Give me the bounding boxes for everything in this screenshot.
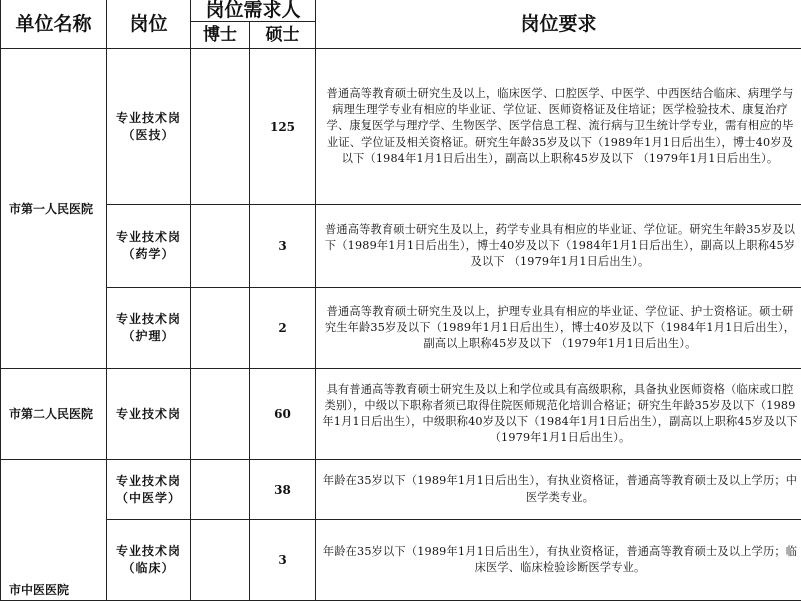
post-category: （临床） <box>107 560 190 577</box>
phd-count-cell <box>191 205 250 288</box>
requirement-cell: 普通高等教育硕士研究生及以上，临床医学、口腔医学、中医学、中西医结合临床、病理学与病理生理学专业有相应的毕业证、学位证、医师资格证及住培证；医学检验技术、康复治疗学、康复医学与理疗学、生物医学、医学信息工程、流行病与卫生统计学专业，需有相应的毕业证、学位证及相关资格证。研究生年龄35岁及以下（1989年1月1日后出生），博士40岁及以下（1984年1月1日后出生），副高以上职称45岁及以下 （1979年1月1日后出生）。 <box>316 49 801 205</box>
header-unit: 单位名称 <box>1 0 107 49</box>
header-requirement: 岗位要求 <box>316 0 801 49</box>
phd-count-cell <box>191 49 250 205</box>
post-category: （医技） <box>107 127 190 144</box>
master-count-cell: 38 <box>250 460 316 520</box>
table-row <box>1 205 801 288</box>
unit-name-cell: 市第二人民医院 <box>1 369 107 460</box>
post-cell <box>107 49 191 205</box>
requirement-cell: 年龄在35岁以下（1989年1月1日后出生），有执业资格证，普通高等教育硕士及以上学历；临床医学、临床检验诊断医学专业。 <box>316 520 801 601</box>
requirement-cell: 具有普通高等教育硕士研究生及以上和学位或具有高级职称，具备执业医师资格（临床或口腔类别），中级以下职称者须已取得住院医师规范化培训合格证；研究生年龄35岁及以下（1989年1月1日后出生），中级职称40岁及以下（1984年1月1日后出生），副高以上职称45岁及以下 （1979年1月1日后出生）。 <box>316 369 801 460</box>
post-cell <box>107 460 191 520</box>
master-count-cell: 60 <box>250 369 316 460</box>
table-row <box>1 49 801 205</box>
table-row <box>1 520 801 601</box>
post-title: 专业技术岗 <box>107 110 190 127</box>
post-cell <box>107 205 191 288</box>
master-count-cell: 3 <box>250 205 316 288</box>
master-count-cell: 3 <box>250 520 316 601</box>
table-row <box>1 460 801 520</box>
table-row <box>1 369 801 460</box>
header-demand: 岗位需求人 <box>191 0 316 22</box>
requirement-cell: 普通高等教育硕士研究生及以上，护理专业具有相应的毕业证、学位证、护士资格证。硕士研究生年龄35岁及以下（1989年1月1日后出生），博士40岁及以下（1984年1月1日后出生），副高以上职称45岁及以下 （1979年1月1日后出生）。 <box>316 288 801 369</box>
post-category: （中医学） <box>107 490 190 507</box>
post-title: 专业技术岗 <box>107 473 190 490</box>
phd-count-cell <box>191 460 250 520</box>
master-count-cell: 125 <box>250 49 316 205</box>
post-title: 专业技术岗 <box>107 229 190 246</box>
phd-count-cell <box>191 288 250 369</box>
post-title: 专业技术岗 <box>107 543 190 560</box>
phd-count-cell <box>191 520 250 601</box>
table-row <box>1 288 801 369</box>
requirement-cell: 普通高等教育硕士研究生及以上，药学专业具有相应的毕业证、学位证。研究生年龄35岁及以下（1989年1月1日后出生），博士40岁及以下（1984年1月1日后出生），副高以上职称45岁及以下 （1979年1月1日后出生）。 <box>316 205 801 288</box>
post-title: 专业技术岗 <box>107 311 190 328</box>
post-category: （药学） <box>107 246 190 263</box>
requirement-cell: 年龄在35岁以下（1989年1月1日后出生），有执业资格证，普通高等教育硕士及以上学历；中医学类专业。 <box>316 460 801 520</box>
unit-name-cell: 市第一人民医院 <box>1 49 107 369</box>
master-count-cell: 2 <box>250 288 316 369</box>
post-cell <box>107 288 191 369</box>
header-master: 硕士 <box>250 22 316 49</box>
post-cell <box>107 520 191 601</box>
phd-count-cell <box>191 369 250 460</box>
header-phd: 博士 <box>191 22 250 49</box>
unit-name-cell: 市中医医院 <box>1 460 107 601</box>
post-cell <box>107 369 191 460</box>
post-title: 专业技术岗 <box>107 406 190 423</box>
header-post: 岗位 <box>107 0 191 49</box>
post-category: （护理） <box>107 328 190 345</box>
